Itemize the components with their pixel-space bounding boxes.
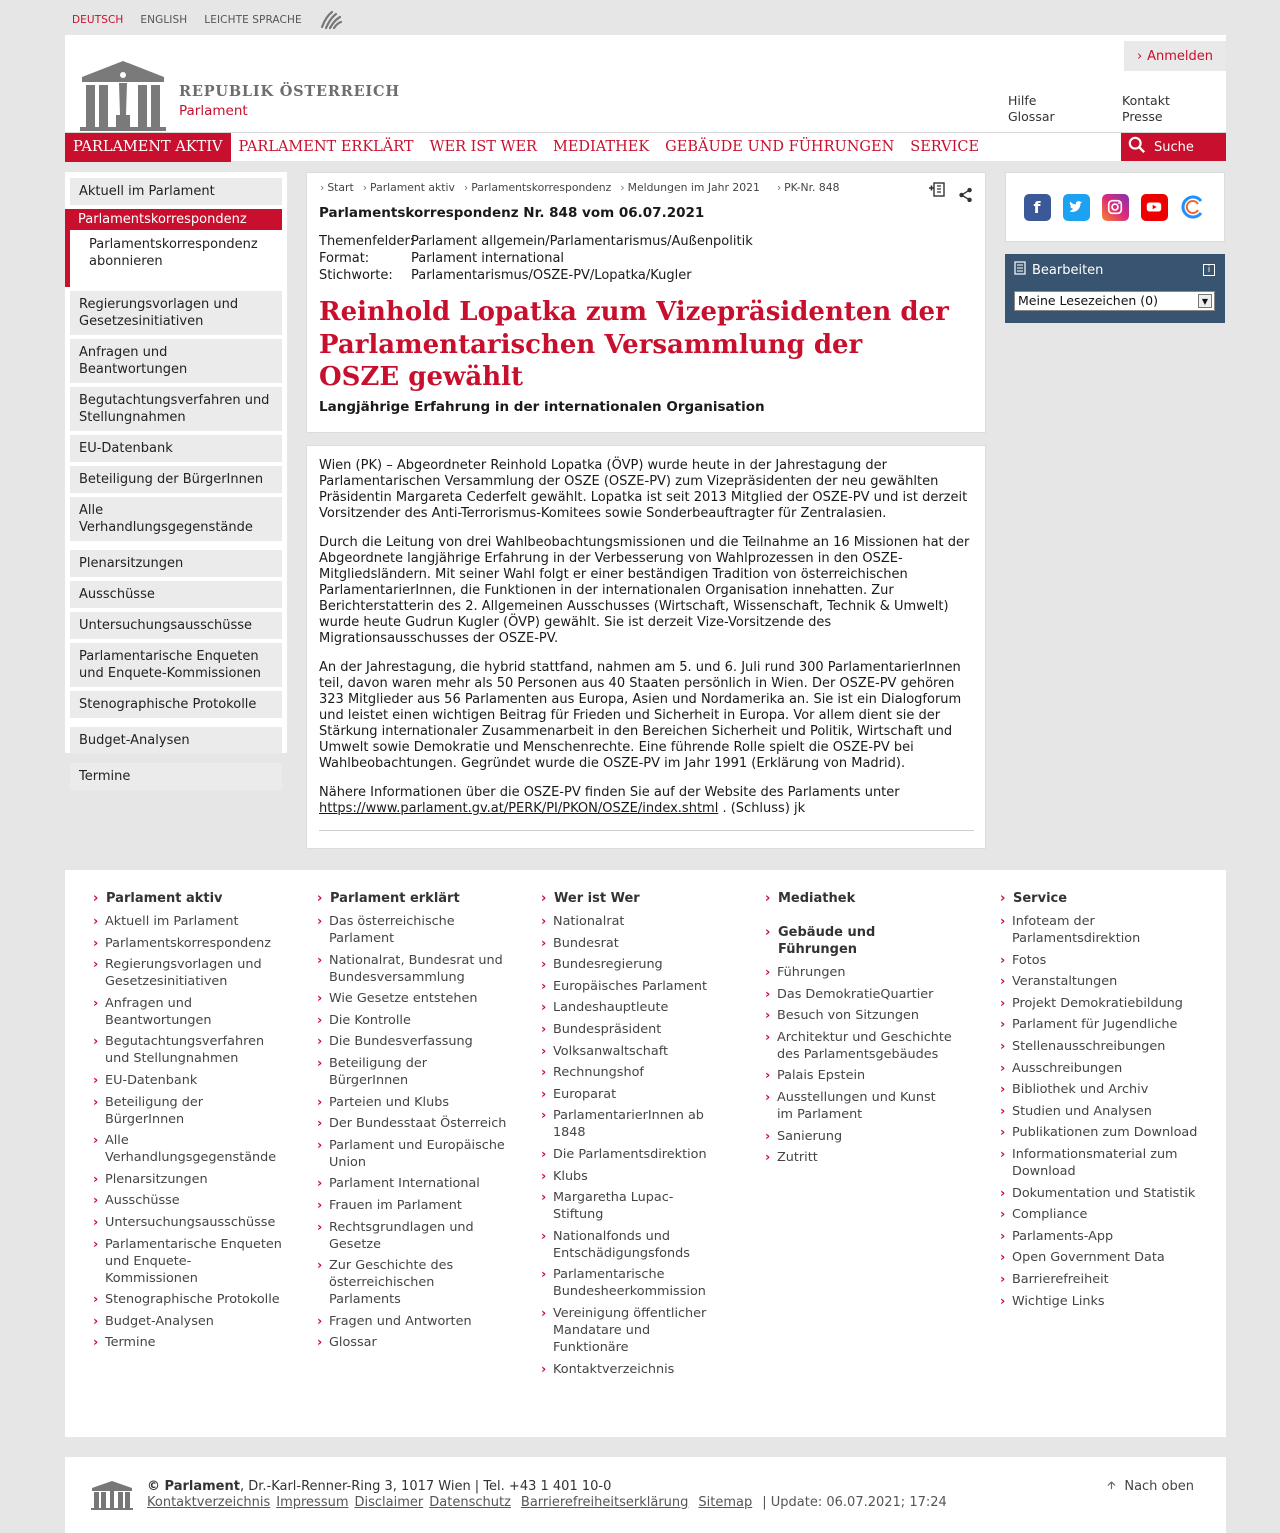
footer-link[interactable]: › Aktuell im Parlament — [93, 913, 283, 930]
footer-link[interactable]: › Das österreichische Parlament — [317, 913, 507, 947]
search-label: Suche — [1154, 139, 1194, 155]
footer-link[interactable]: › Die Bundesverfassung — [317, 1033, 507, 1050]
breadcrumb-meldungen[interactable]: › Meldungen im Jahr 2021 — [620, 181, 760, 194]
sidebar-item-termine[interactable]: Termine — [70, 763, 282, 790]
article-paragraph: Durch die Leitung von drei Wahlbeobachtungsmissionen und die Teilnahme an 16 Missionen hat der Abgeordnete langjährige Erfahrung in der Verbesserung von Wahlprozessen in den OSZE-Mitgliedsländern. Mit seiner Wahl folgt er einer beständigen Tradition von österreichischen ParlamentarierInnen, die Funktionen in der internationalen Organisation innehatten. Zur Berichterstatterin des 2. Allgemeinen Ausschusses (Wirtschaft, Wissenschaft, Technik & Umwelt) wurde heute Gudrun Kugler (ÖVP) gewählt. Sie ist derzeit Vize-Vorsitzende des Migrationsausschusses der OSZE-PV. — [319, 535, 970, 646]
sidebar-item-stenographische-protokolle[interactable]: Stenographische Protokolle — [70, 691, 282, 718]
brand-sub: Parlament — [179, 103, 248, 119]
footer-links — [147, 1495, 947, 1510]
login-label: Anmelden — [1147, 48, 1214, 64]
footer-link[interactable]: › Ausschüsse — [93, 1192, 283, 1209]
footer-link[interactable]: › Anfragen und Beantwortungen — [93, 995, 283, 1029]
article-paragraph: Wien (PK) – Abgeordneter Reinhold Lopatka (ÖVP) wurde heute in der Jahrestagung der Parlamentarischen Versammlung der OSZE (OSZE-PV) zum Vizepräsidenten der neu gewählten Präsidentin Margareta Cederfelt gewählt. Lopatka ist seit 2013 Mitglied der OSZE-PV und ist derzeit Vorsitzender des Anti-Terrorismus-Komitees sowie Sonderbeauftragter für Zentralasien. — [319, 458, 968, 521]
footer-link[interactable]: › Stellenausschreibungen — [1000, 1038, 1200, 1055]
footer-heading[interactable]: › Mediathek — [765, 890, 955, 907]
paragraph-text: Nähere Informationen über die OSZE-PV finden Sie auf der Website des Parlaments unter — [319, 785, 900, 800]
footer-link[interactable]: › Führungen — [765, 964, 955, 981]
lang-english[interactable]: ENGLISH — [140, 14, 188, 26]
footer-link[interactable]: › Europarat — [541, 1086, 721, 1103]
footer-link[interactable]: › Ausstellungen und Kunst im Parlament — [765, 1089, 955, 1123]
footer-list — [1000, 913, 1200, 1310]
footer-link[interactable]: › Beteiligung der BürgerInnen — [93, 1094, 283, 1128]
meta-key: Themenfelder: — [319, 234, 415, 249]
meta-value: Parlament allgemein/Parlamentarismus/Außenpolitik — [411, 234, 753, 249]
back-to-top-label: Nach oben — [1124, 1479, 1194, 1494]
footer-link-barrierefreiheit[interactable]: Barrierefreiheitserklärung — [520, 1495, 689, 1510]
footer-link[interactable]: › Nationalrat, Bundesrat und Bundesversammlung — [317, 952, 507, 986]
footer-link[interactable]: › Frauen im Parlament — [317, 1197, 507, 1214]
footer-link[interactable]: › Beteiligung der BürgerInnen — [317, 1055, 507, 1089]
footer-col-wer-ist-wer — [541, 890, 721, 1382]
nav-service[interactable]: SERVICE — [910, 139, 980, 155]
footer-link[interactable]: › Budget-Analysen — [93, 1313, 283, 1330]
bookmark-icon — [1014, 261, 1026, 279]
contact-link[interactable]: Kontakt — [1122, 93, 1170, 108]
meta-value: Parlamentarismus/OSZE-PV/Lopatka/Kugler — [411, 268, 692, 283]
footer-sitemap — [65, 870, 1226, 1437]
footer-link[interactable]: › Klubs — [541, 1168, 721, 1185]
footer-link[interactable]: › Nationalrat — [541, 913, 721, 930]
meta-row — [319, 233, 753, 250]
footer-link[interactable]: › Dokumentation und Statistik — [1000, 1185, 1200, 1202]
footer-link[interactable]: › Volksanwaltschaft — [541, 1043, 721, 1060]
instagram-icon[interactable] — [1102, 194, 1129, 221]
address: , Dr.-Karl-Renner-Ring 3, 1017 Wien | Tel. +43 1 401 10-0 — [239, 1479, 612, 1494]
search-icon — [1128, 136, 1146, 158]
search-button[interactable] — [1121, 133, 1226, 161]
bookmark-select-value: Meine Lesezeichen (0) — [1018, 293, 1158, 308]
footer-link[interactable]: › Ausschreibungen — [1000, 1060, 1200, 1077]
footer-col-parlament-aktiv — [93, 890, 283, 1356]
footer-link[interactable]: › Open Government Data — [1000, 1249, 1200, 1266]
twitter-icon[interactable] — [1063, 194, 1090, 221]
footer-link[interactable]: › Parteien und Klubs — [317, 1094, 507, 1111]
meta-row — [319, 267, 753, 284]
update-timestamp: | Update: 06.07.2021; 17:24 — [762, 1495, 947, 1510]
footer-link[interactable]: › Wie Gesetze entstehen — [317, 990, 507, 1007]
nav-wer-ist-wer[interactable]: WER IST WER — [429, 139, 537, 155]
footer-list — [541, 913, 721, 1378]
footer-link[interactable]: › Fragen und Antworten — [317, 1313, 507, 1330]
lang-leichte-sprache[interactable]: LEICHTE SPRACHE — [204, 14, 302, 26]
sidebar-item-parlamentskorrespondenz[interactable]: Parlamentskorrespondenz — [65, 209, 282, 230]
footer-link[interactable]: › Parlament und Europäische Union — [317, 1137, 507, 1171]
sidebar-item-budget-analysen[interactable]: Budget-Analysen — [70, 727, 282, 754]
footer-col-mediathek — [765, 890, 955, 1171]
footer-link[interactable]: › Studien und Analysen — [1000, 1103, 1200, 1120]
divider — [319, 830, 974, 831]
youtube-icon[interactable] — [1141, 194, 1168, 221]
footer-link[interactable]: › Alle Verhandlungsgegenstände — [93, 1132, 283, 1166]
footer-link-impressum[interactable]: Impressum — [276, 1495, 349, 1510]
copyright-owner: © Parlament — [147, 1479, 240, 1494]
footer-link[interactable]: › Die Parlamentsdirektion — [541, 1146, 721, 1163]
footer-link[interactable]: › Bundespräsident — [541, 1021, 721, 1038]
sidebar-item-ausschuesse[interactable]: Ausschüsse — [70, 581, 282, 608]
footer-link[interactable]: › Projekt Demokratiebildung — [1000, 995, 1200, 1012]
share-icon[interactable] — [958, 187, 976, 205]
footer-link[interactable]: › Parlament für Jugendliche — [1000, 1016, 1200, 1033]
breadcrumb-parlament-aktiv[interactable]: › Parlament aktiv — [363, 181, 455, 194]
footer-list — [765, 964, 955, 1166]
footer-link[interactable]: › Kontaktverzeichnis — [541, 1361, 721, 1378]
chevron-down-icon: ▼ — [1198, 294, 1212, 308]
bookmark-select[interactable] — [1014, 291, 1215, 311]
footer-link[interactable]: › Untersuchungsausschüsse — [93, 1214, 283, 1231]
back-to-top-button[interactable] — [1107, 1479, 1194, 1494]
footer-link[interactable]: › Parlament International — [317, 1175, 507, 1192]
footer-link[interactable]: › Compliance — [1000, 1206, 1200, 1223]
add-bookmark-icon[interactable] — [928, 181, 946, 199]
footer-link-kontaktverzeichnis[interactable]: Kontaktverzeichnis — [147, 1495, 271, 1510]
help-link[interactable]: Hilfe — [1008, 93, 1037, 108]
sidebar-subitem-abonnieren[interactable]: Parlamentskorrespondenz abonnieren — [65, 230, 282, 287]
nav-gebaeude[interactable]: GEBÄUDE UND FÜHRUNGEN — [665, 139, 895, 155]
bookmark-header — [1014, 261, 1215, 279]
footer-link[interactable]: › Das DemokratieQuartier — [765, 986, 955, 1003]
social-links — [1005, 172, 1225, 242]
footer-link-sitemap[interactable]: Sitemap — [698, 1495, 753, 1510]
footer-link[interactable]: › Die Kontrolle — [317, 1012, 507, 1029]
bookmark-edit-label[interactable]: Bearbeiten — [1032, 262, 1104, 278]
facebook-icon[interactable]: f — [1024, 194, 1051, 221]
site-header — [65, 35, 1226, 161]
footer-link[interactable]: › Rechtsgrundlagen und Gesetze — [317, 1219, 507, 1253]
info-icon[interactable]: i — [1203, 264, 1215, 276]
footer-col-service — [1000, 890, 1200, 1314]
footer-link[interactable]: › Architektur und Geschichte des Parlamentsgebäudes — [765, 1029, 955, 1063]
footer-link[interactable]: › Bibliothek und Archiv — [1000, 1081, 1200, 1098]
footer-link[interactable]: › Besuch von Sitzungen — [765, 1007, 955, 1024]
nav-mediathek[interactable]: MEDIATHEK — [552, 139, 650, 155]
footer-link[interactable]: › Glossar — [317, 1334, 507, 1351]
sidebar-item-begutachtung[interactable]: Begutachtungsverfahren und Stellungnahmen — [70, 387, 282, 431]
footer-link[interactable]: › Bundesregierung — [541, 956, 721, 973]
footer-link[interactable]: › Termine — [93, 1334, 283, 1351]
nav-parlament-aktiv[interactable]: PARLAMENT AKTIV — [65, 133, 231, 162]
article-paragraph — [319, 785, 974, 817]
meta-key: Stichworte: — [319, 268, 393, 283]
sidebar-item-alle-verhandlungsgegenstaende[interactable]: Alle Verhandlungsgegenstände — [70, 497, 282, 541]
brand-name: REPUBLIK ÖSTERREICH — [179, 83, 400, 100]
arrow-up-icon — [1107, 1479, 1116, 1494]
footer-link[interactable]: › Barrierefreiheit — [1000, 1271, 1200, 1288]
footer-heading[interactable]: › Wer ist Wer — [541, 890, 721, 907]
sidebar-item-untersuchungsausschuesse[interactable]: Untersuchungsausschüsse — [70, 612, 282, 639]
article-paragraph: An der Jahrestagung, die hybrid stattfand, nahmen am 5. und 6. Juli rund 300 ParlamentarierInnen teil, davon waren mehr als 50 Personen aus 40 Staaten persönlich in Wien. Der OSZE-PV gehören 323 Mitglieder aus 56 Parlamenten aus Europa, Asien und Nordamerika an. Sie ist ein Dialogforum und leistet einen wichtigen Beitrag für Frieden und Sicherheit in Europa. Vor allem dient sie der Stärkung internationaler Zusammenarbeit in den Bereichen Sicherheit und Politik, Wirtschaft und Umwelt sowie Demokratie und Menschenrechte. Eine führende Rolle spielt die OSZE-PV bei Wahlbeobachtungen. Gegründet wurde die OSZE-PV im Jahr 1991 (Erklärung von Madrid). — [319, 660, 962, 771]
footer-heading[interactable]: › Parlament aktiv — [93, 890, 283, 907]
breadcrumb — [320, 181, 840, 194]
nav-parlament-erklaert[interactable]: PARLAMENT ERKLÄRT — [238, 139, 414, 155]
press-link[interactable]: Presse — [1122, 109, 1163, 124]
footer-link[interactable]: › Parlamentarische Bundesheerkommission — [541, 1266, 721, 1300]
footer-link[interactable]: › Sanierung — [765, 1128, 955, 1145]
article-meta — [319, 233, 753, 284]
brand — [179, 83, 400, 119]
footer-link[interactable]: › Zutritt — [765, 1149, 955, 1166]
parliament-logo-icon[interactable] — [80, 55, 166, 133]
article-subhead: Langjährige Erfahrung in der internationalen Organisation — [319, 399, 765, 415]
footer-link[interactable]: › Bundesrat — [541, 935, 721, 952]
footer-link[interactable]: › Informationsmaterial zum Download — [1000, 1146, 1200, 1180]
bookmark-widget — [1005, 254, 1225, 323]
meta-key: Format: — [319, 251, 370, 266]
paragraph-text: . (Schluss) jk — [718, 801, 806, 816]
footer-link[interactable]: › Begutachtungsverfahren und Stellungnahmen — [93, 1033, 283, 1067]
meta-row — [319, 250, 753, 267]
footer-heading[interactable]: › Service — [1000, 890, 1200, 907]
footer-link[interactable]: › Publikationen zum Download — [1000, 1124, 1200, 1141]
footer-link[interactable]: › Landeshauptleute — [541, 999, 721, 1016]
footer-link[interactable]: › Parlamentarische Enqueten und Enquete-Kommissionen — [93, 1236, 283, 1287]
sidebar-item-regierungsvorlagen[interactable]: Regierungsvorlagen und Gesetzesinitiativen — [70, 291, 282, 335]
sidebar-item-aktuell[interactable]: Aktuell im Parlament — [70, 178, 282, 205]
footer-link[interactable]: › Regierungsvorlagen und Gesetzesinitiativen — [93, 956, 283, 990]
footer-link[interactable]: › Stenographische Protokolle — [93, 1291, 283, 1308]
copyright — [147, 1479, 611, 1494]
article-headline: Reinhold Lopatka zum Vizepräsidenten der Parlamentarischen Versammlung der OSZE gewählt — [319, 297, 949, 392]
footer-heading[interactable]: › Gebäude und Führungen — [765, 924, 955, 958]
footer-link[interactable]: › ParlamentarierInnen ab 1848 — [541, 1107, 721, 1141]
footer-link[interactable]: › Fotos — [1000, 952, 1200, 969]
footer-link[interactable]: › EU-Datenbank — [93, 1072, 283, 1089]
podcast-icon[interactable] — [1180, 194, 1207, 221]
glossary-link[interactable]: Glossar — [1008, 109, 1055, 124]
footer-link[interactable]: › Der Bundesstaat Österreich — [317, 1115, 507, 1132]
sidebar-item-eu-datenbank[interactable]: EU-Datenbank — [70, 435, 282, 462]
footer-link[interactable]: › Nationalfonds und Entschädigungsfonds — [541, 1228, 721, 1262]
breadcrumb-start[interactable]: › Start — [320, 181, 354, 194]
header-links-a — [1008, 93, 1055, 125]
footer-link[interactable]: › Parlaments-App — [1000, 1228, 1200, 1245]
main-nav — [65, 132, 1226, 161]
footer-link[interactable]: › Plenarsitzungen — [93, 1171, 283, 1188]
footer-list — [93, 913, 283, 1351]
footer-col-parlament-erklaert — [317, 890, 507, 1356]
login-button[interactable] — [1124, 41, 1226, 71]
footer-link[interactable]: › Margaretha Lupac-Stiftung — [541, 1189, 721, 1223]
footer-list — [317, 913, 507, 1351]
bottom-bar — [65, 1457, 1226, 1533]
footer-link[interactable]: › Veranstaltungen — [1000, 973, 1200, 990]
sidebar-item-beteiligung[interactable]: Beteiligung der BürgerInnen — [70, 466, 282, 493]
footer-link[interactable]: › Rechnungshof — [541, 1064, 721, 1081]
osze-link[interactable]: https://www.parlament.gv.at/PERK/PI/PKON/OSZE/index.shtml — [319, 801, 719, 816]
footer-link-disclaimer[interactable]: Disclaimer — [354, 1495, 424, 1510]
sidebar-item-enqueten[interactable]: Parlamentarische Enqueten und Enquete-Kommissionen — [70, 643, 282, 687]
pk-title: Parlamentskorrespondenz Nr. 848 vom 06.07.2021 — [319, 205, 705, 221]
footer-link[interactable]: › Vereinigung öffentlicher Mandatare und Funktionäre — [541, 1305, 721, 1356]
sign-language-icon[interactable] — [319, 9, 343, 31]
sidebar — [65, 172, 287, 784]
meta-value: Parlament international — [411, 251, 565, 266]
chevron-right-icon: › — [1136, 48, 1143, 64]
article-header-card — [306, 172, 986, 433]
language-bar — [72, 8, 343, 32]
breadcrumb-pk-nr: › PK-Nr. 848 — [777, 181, 840, 194]
lang-deutsch[interactable]: DEUTSCH — [72, 14, 124, 26]
footer-link[interactable]: › Zur Geschichte des österreichischen Parlaments — [317, 1257, 507, 1308]
footer-link[interactable]: › Wichtige Links — [1000, 1293, 1200, 1310]
footer-link[interactable]: › Parlamentskorrespondenz — [93, 935, 283, 952]
footer-link[interactable]: › Europäisches Parlament — [541, 978, 721, 995]
header-links-b — [1122, 93, 1170, 125]
sidebar-item-plenarsitzungen[interactable]: Plenarsitzungen — [70, 550, 282, 577]
footer-link-datenschutz[interactable]: Datenschutz — [429, 1495, 511, 1510]
footer-heading[interactable]: › Parlament erklärt — [317, 890, 507, 907]
article-body-card — [306, 445, 986, 849]
footer-link[interactable]: › Infoteam der Parlamentsdirektion — [1000, 913, 1200, 947]
sidebar-item-anfragen[interactable]: Anfragen und Beantwortungen — [70, 339, 282, 383]
breadcrumb-parlamentskorrespondenz[interactable]: › Parlamentskorrespondenz — [464, 181, 611, 194]
parliament-small-logo-icon — [91, 1479, 133, 1511]
footer-link[interactable]: › Palais Epstein — [765, 1067, 955, 1084]
